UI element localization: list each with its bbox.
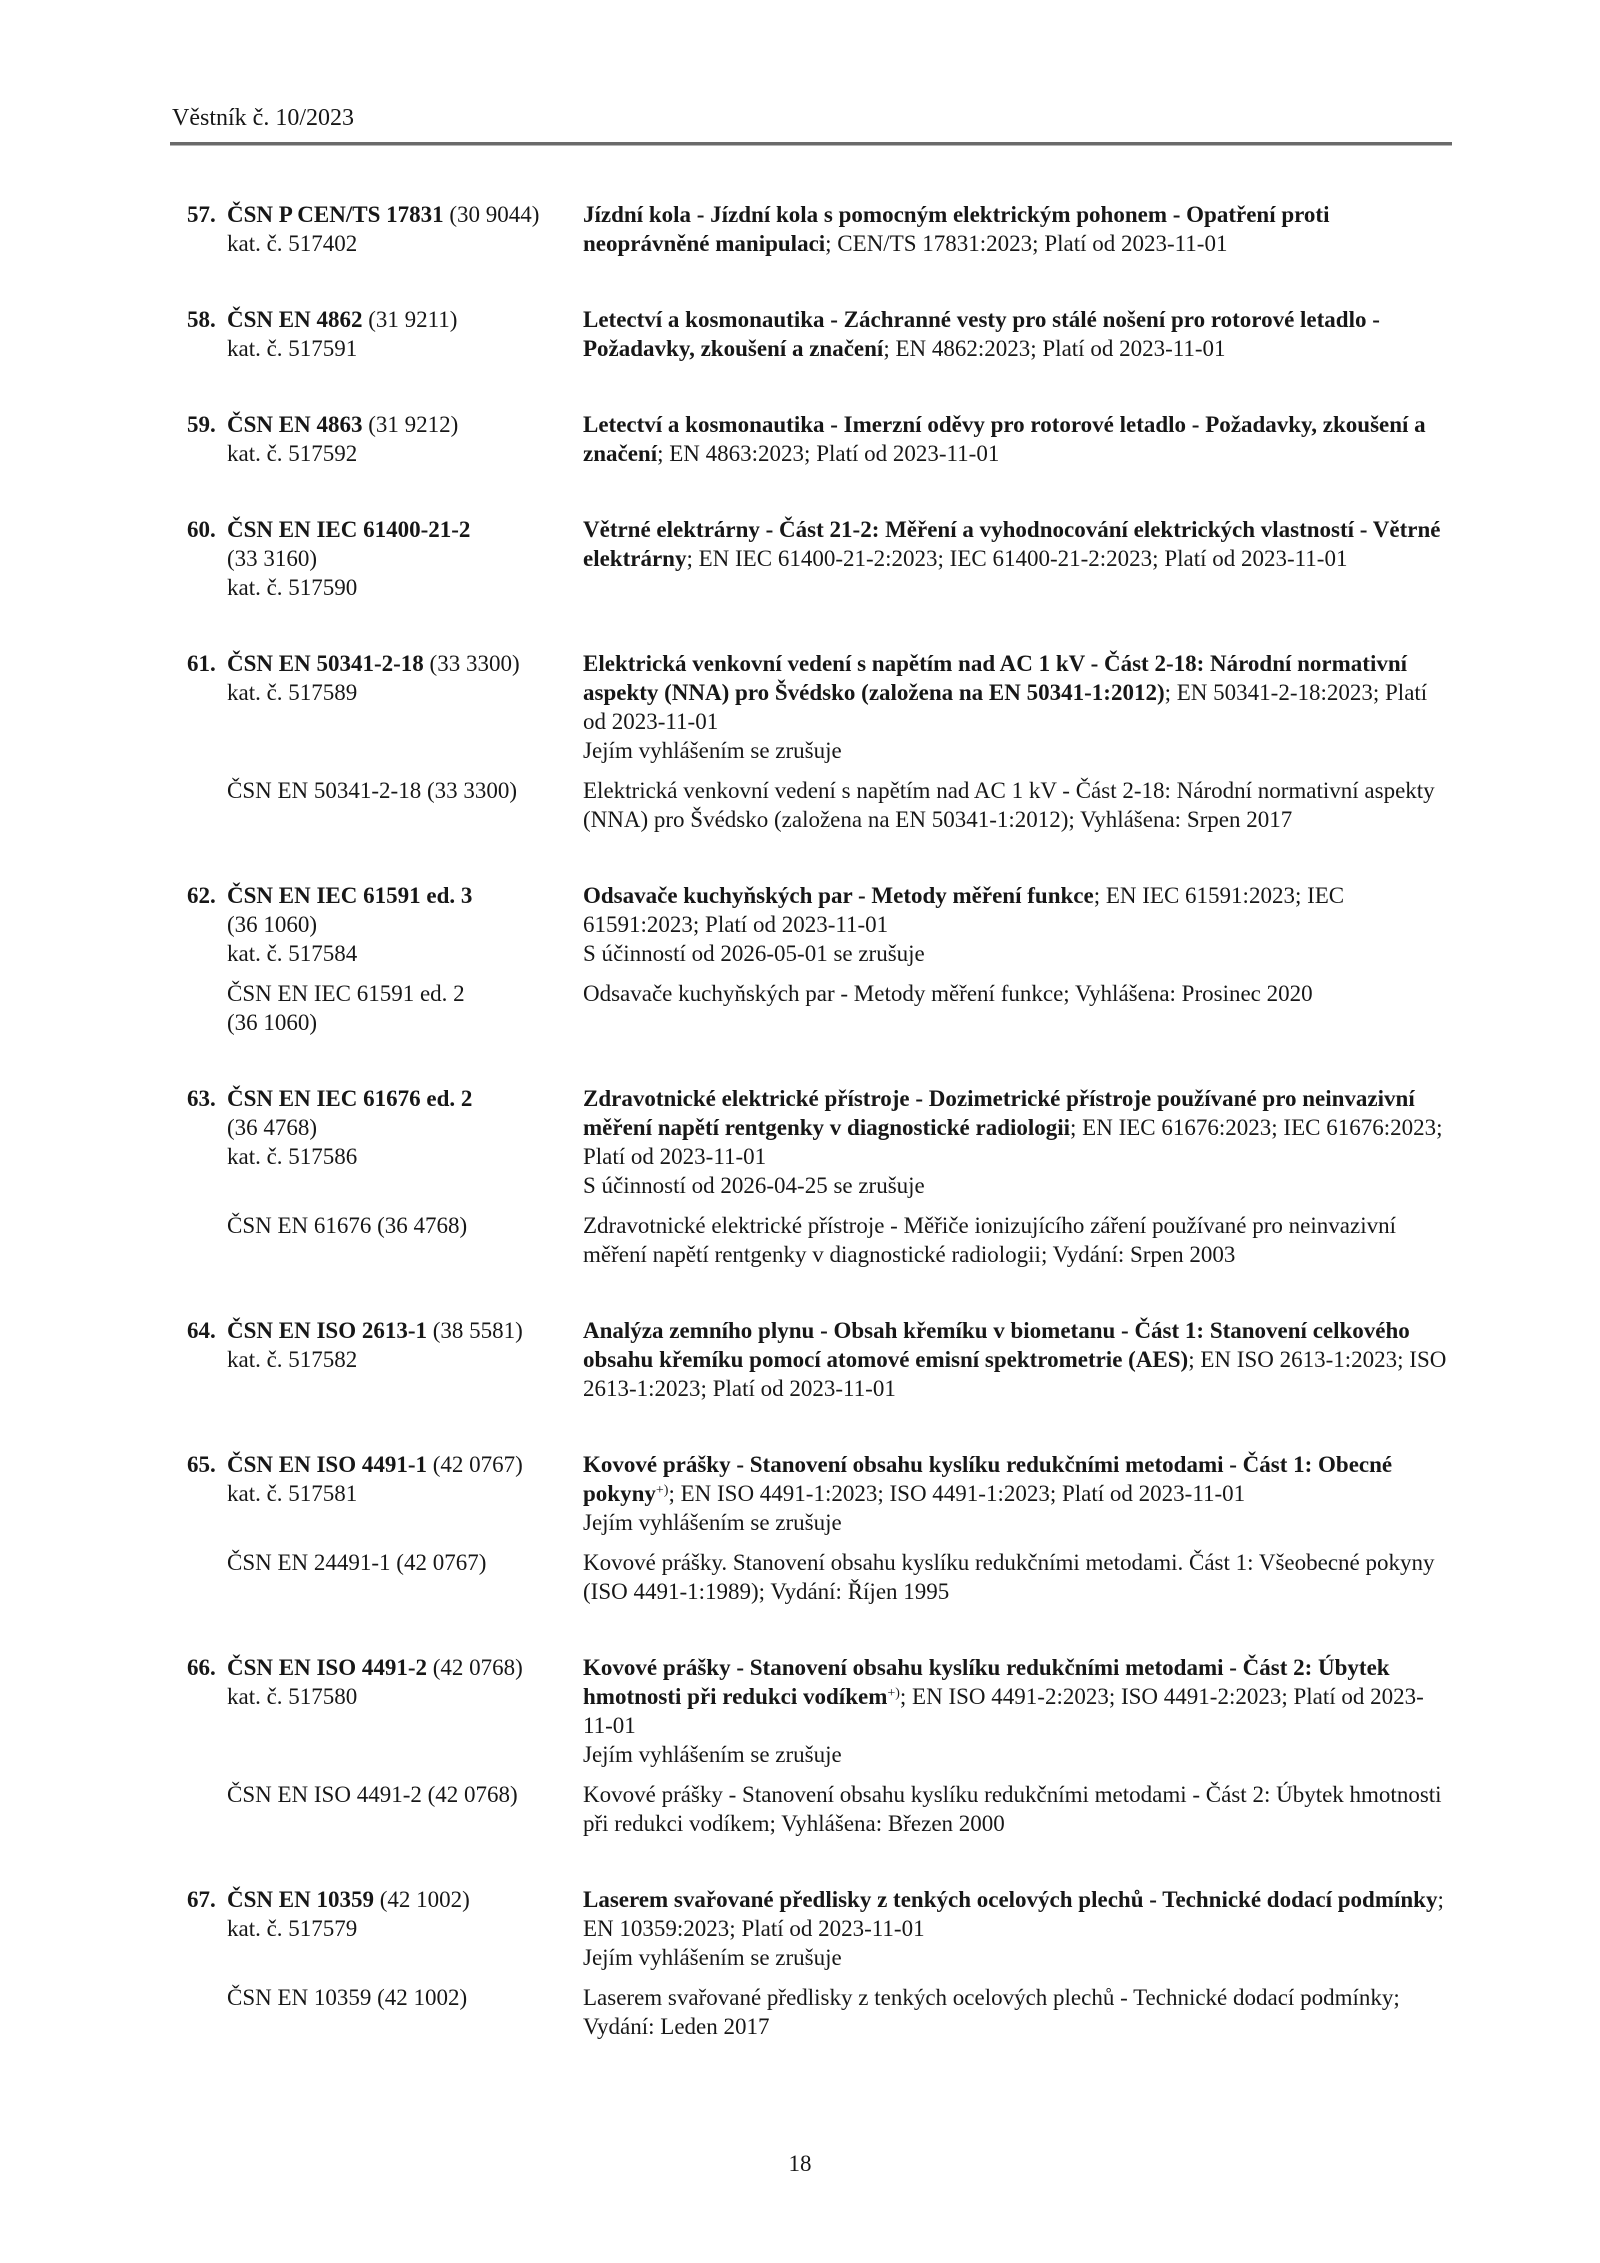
text-segment: ; EN 4863:2023; Platí od 2023-11-01 — [657, 441, 1000, 466]
replaced-reference — [227, 1548, 583, 1577]
description-paragraph — [583, 776, 1450, 834]
text-segment: kat. č. 517582 — [227, 1347, 358, 1372]
text-segment: ; EN ISO 4491-1:2023; ISO 4491-1:2023; Platí od 2023-11-01 — [668, 1481, 1246, 1506]
text-segment: ; EN IEC 61676:2023; IEC 61676:2023; Platí od 2023-11-01 — [583, 1115, 1443, 1169]
standards-list — [187, 200, 1450, 2041]
entry-number: 63. — [187, 1086, 216, 1111]
reference-line — [227, 573, 565, 602]
text-segment: (42 0768) — [427, 1655, 523, 1680]
description-paragraph — [583, 1943, 1450, 1972]
header-rule — [170, 142, 1452, 146]
reference-line — [227, 439, 565, 468]
replaced-reference — [227, 1983, 583, 2012]
entry-reference — [227, 515, 583, 602]
text-segment: (33 3160) — [227, 546, 318, 571]
text-segment: (30 9044) — [443, 202, 540, 227]
entry-description — [583, 305, 1450, 363]
entry-number: 62. — [187, 883, 216, 908]
text-segment: Analýza zemního plynu - Obsah křemíku v biometanu - Část 1: Stanovení celkového obsahu křemíku pomocí atomové emisní spektrometrie (AES) — [583, 1318, 1410, 1372]
text-segment: ; EN IEC 61591:2023; IEC 61591:2023; Platí od 2023-11-01 — [583, 883, 1345, 937]
reference-line — [227, 229, 565, 258]
footnote-marker: +) — [655, 1483, 669, 1498]
text-segment: ČSN EN ISO 4491-2 (42 0768) — [227, 1782, 518, 1807]
reference-line — [227, 200, 565, 229]
text-segment: kat. č. 517591 — [227, 336, 358, 361]
reference-line — [227, 1885, 565, 1914]
reference-line — [227, 1983, 565, 2012]
text-segment: ČSN EN IEC 61676 ed. 2 — [227, 1086, 473, 1111]
description-paragraph — [583, 1740, 1450, 1769]
text-segment: ČSN EN 4862 — [227, 307, 363, 332]
standard-entry — [187, 1653, 1450, 1838]
text-segment: Jejím vyhlášením se zrušuje — [583, 738, 842, 763]
text-segment: (38 5581) — [427, 1318, 523, 1343]
standard-entry — [187, 200, 1450, 258]
standard-entry — [187, 515, 1450, 602]
text-segment: Zdravotnické elektrické přístroje - Měřiče ionizujícího záření používané pro neinvazivní měření napětí rentgenky v diagnostické radiologii; Vydání: Srpen 2003 — [583, 1213, 1396, 1267]
description-paragraph — [583, 1316, 1450, 1403]
replaced-description — [583, 1211, 1450, 1269]
text-segment: ; CEN/TS 17831:2023; Platí od 2023-11-01 — [825, 231, 1228, 256]
reference-line — [227, 410, 565, 439]
page-number: 18 — [788, 2151, 812, 2176]
text-segment: Letectví a kosmonautika - Záchranné vesty pro stálé nošení pro rotorové letadlo - Požadavky, zkoušení a značení — [583, 307, 1380, 361]
text-segment: ČSN EN 4863 — [227, 412, 363, 437]
text-segment: Jízdní kola - Jízdní kola s pomocným elektrickým pohonem - Opatření proti neoprávněné manipulaci — [583, 202, 1330, 256]
entry-number: 60. — [187, 517, 216, 542]
description-paragraph — [583, 736, 1450, 765]
entry-number: 65. — [187, 1452, 216, 1477]
reference-line — [227, 1345, 565, 1374]
text-segment: Elektrická venkovní vedení s napětím nad AC 1 kV - Část 2-18: Národní normativní aspekty (NNA) pro Švédsko (založena na EN 50341-1:2012); Vyhlášena: Srpen 2017 — [583, 778, 1435, 832]
standard-entry — [187, 1316, 1450, 1403]
replaced-reference — [227, 776, 583, 805]
text-segment: ČSN EN 61676 (36 4768) — [227, 1213, 468, 1238]
text-segment: kat. č. 517590 — [227, 575, 358, 600]
entry-description — [583, 649, 1450, 765]
text-segment: Kovové prášky - Stanovení obsahu kyslíku redukčními metodami - Část 2: Úbytek hmotnosti při redukci vodíkem; Vyhlášena: Březen 2000 — [583, 1782, 1442, 1836]
reference-line — [227, 1682, 565, 1711]
text-segment: (31 9212) — [362, 412, 459, 437]
standard-entry — [187, 1450, 1450, 1606]
footnote-marker: +) — [887, 1686, 900, 1701]
reference-line — [227, 1450, 565, 1479]
text-segment: (33 3300) — [423, 651, 520, 676]
replaced-description — [583, 776, 1450, 834]
reference-line — [227, 1653, 565, 1682]
text-segment: ; EN 50341-2-18:2023; Platí od 2023-11-01 — [583, 680, 1428, 734]
standard-entry — [187, 1885, 1450, 2041]
text-segment: ČSN EN 50341-2-18 — [227, 651, 424, 676]
entry-description — [583, 200, 1450, 258]
replaced-description — [583, 1983, 1450, 2041]
replaced-reference — [227, 1211, 583, 1240]
entry-reference — [227, 1316, 583, 1374]
text-segment: ČSN EN 10359 (42 1002) — [227, 1985, 468, 2010]
description-paragraph — [583, 1508, 1450, 1537]
text-segment: ČSN EN IEC 61400-21-2 — [227, 517, 471, 542]
description-paragraph — [583, 979, 1450, 1008]
text-segment: ; EN 10359:2023; Platí od 2023-11-01 — [583, 1887, 1444, 1941]
text-segment: (31 9211) — [362, 307, 458, 332]
entry-description — [583, 1653, 1450, 1769]
text-segment: ČSN EN 24491-1 (42 0767) — [227, 1550, 487, 1575]
text-segment: Kovové prášky - Stanovení obsahu kyslíku redukčními metodami - Část 1: Obecné pokyny — [583, 1452, 1393, 1506]
text-segment: Jejím vyhlášením se zrušuje — [583, 1510, 842, 1535]
reference-line — [227, 1316, 565, 1345]
text-segment: Jejím vyhlášením se zrušuje — [583, 1945, 842, 1970]
replaced-description — [583, 1548, 1450, 1606]
description-paragraph — [583, 1983, 1450, 2041]
entry-reference — [227, 410, 583, 468]
text-segment: Větrné elektrárny - Část 21-2: Měření a vyhodnocování elektrických vlastností - Větrné elektrárny — [583, 517, 1441, 571]
text-segment: Odsavače kuchyňských par - Metody měření funkce; Vyhlášena: Prosinec 2020 — [583, 981, 1313, 1006]
text-segment: (36 1060) — [227, 1010, 318, 1035]
text-segment: kat. č. 517581 — [227, 1481, 358, 1506]
text-segment: ; EN 4862:2023; Platí od 2023-11-01 — [883, 336, 1226, 361]
description-paragraph — [583, 410, 1450, 468]
text-segment: kat. č. 517402 — [227, 231, 358, 256]
entry-reference — [227, 1885, 583, 1943]
description-paragraph — [583, 1653, 1450, 1740]
page-header-title: Věstník č. 10/2023 — [172, 105, 354, 131]
entry-reference — [227, 881, 583, 968]
entry-description — [583, 1450, 1450, 1537]
text-segment: Laserem svařované předlisky z tenkých ocelových plechů - Technické dodací podmínky — [583, 1887, 1438, 1912]
reference-line — [227, 979, 565, 1008]
text-segment: ; EN IEC 61400-21-2:2023; IEC 61400-21-2:2023; Platí od 2023-11-01 — [686, 546, 1348, 571]
entry-number: 66. — [187, 1655, 216, 1680]
entry-description — [583, 515, 1450, 573]
text-segment: ČSN EN 10359 — [227, 1887, 374, 1912]
text-segment: (36 1060) — [227, 912, 318, 937]
standard-entry — [187, 410, 1450, 468]
entry-reference — [227, 1084, 583, 1171]
reference-line — [227, 776, 565, 805]
entry-number: 58. — [187, 307, 216, 332]
replaced-description — [583, 979, 1450, 1008]
entry-number: 61. — [187, 651, 216, 676]
text-segment: Odsavače kuchyňských par - Metody měření funkce — [583, 883, 1094, 908]
entry-description — [583, 410, 1450, 468]
standard-entry — [187, 649, 1450, 834]
text-segment: Jejím vyhlášením se zrušuje — [583, 1742, 842, 1767]
entry-reference — [227, 200, 583, 258]
description-paragraph — [583, 200, 1450, 258]
description-paragraph — [583, 305, 1450, 363]
text-segment: (42 1002) — [373, 1887, 470, 1912]
reference-line — [227, 1780, 565, 1809]
text-segment: Kovové prášky - Stanovení obsahu kyslíku redukčními metodami - Část 2: Úbytek hmotnosti při redukci vodíkem — [583, 1655, 1390, 1709]
text-segment: Elektrická venkovní vedení s napětím nad AC 1 kV - Část 2-18: Národní normativní aspekty (NNA) pro Švédsko (založena na EN 50341-1:2012) — [583, 651, 1408, 705]
reference-line — [227, 1479, 565, 1508]
standard-entry — [187, 881, 1450, 1037]
reference-line — [227, 334, 565, 363]
text-segment: ČSN EN ISO 4491-1 — [227, 1452, 428, 1477]
replaced-reference — [227, 1780, 583, 1809]
text-segment: ČSN EN IEC 61591 ed. 2 — [227, 981, 465, 1006]
reference-line — [227, 1113, 565, 1142]
text-segment: kat. č. 517584 — [227, 941, 358, 966]
standard-entry — [187, 1084, 1450, 1269]
text-segment: kat. č. 517586 — [227, 1144, 358, 1169]
text-segment: Kovové prášky. Stanovení obsahu kyslíku redukčními metodami. Část 1: Všeobecné pokyny (ISO 4491-1:1989); Vydání: Říjen 1995 — [583, 1550, 1435, 1604]
text-segment: ; EN ISO 2613-1:2023; ISO 2613-1:2023; Platí od 2023-11-01 — [583, 1347, 1447, 1401]
reference-line — [227, 515, 565, 544]
reference-line — [227, 939, 565, 968]
text-segment: S účinností od 2026-04-25 se zrušuje — [583, 1173, 925, 1198]
replaced-reference — [227, 979, 583, 1037]
text-segment: kat. č. 517580 — [227, 1684, 358, 1709]
text-segment: kat. č. 517579 — [227, 1916, 358, 1941]
description-paragraph — [583, 649, 1450, 736]
reference-line — [227, 305, 565, 334]
text-segment: Laserem svařované předlisky z tenkých ocelových plechů - Technické dodací podmínky; Vydání: Leden 2017 — [583, 1985, 1400, 2039]
text-segment: (42 0767) — [427, 1452, 523, 1477]
text-segment: kat. č. 517589 — [227, 680, 358, 705]
entry-number: 67. — [187, 1887, 216, 1912]
entry-description — [583, 1316, 1450, 1403]
entry-reference — [227, 1450, 583, 1508]
text-segment: ČSN EN IEC 61591 ed. 3 — [227, 883, 473, 908]
entry-description — [583, 1885, 1450, 1972]
text-segment: ČSN EN ISO 2613-1 — [227, 1318, 428, 1343]
description-paragraph — [583, 1780, 1450, 1838]
text-segment: Zdravotnické elektrické přístroje - Dozimetrické přístroje používané pro neinvazivní měření napětí rentgenky v diagnostické radiologii — [583, 1086, 1415, 1140]
reference-line — [227, 1008, 565, 1037]
description-paragraph — [583, 1450, 1450, 1508]
text-segment: Letectví a kosmonautika - Imerzní oděvy pro rotorové letadlo - Požadavky, zkoušení a značení — [583, 412, 1426, 466]
entry-number: 59. — [187, 412, 216, 437]
reference-line — [227, 544, 565, 573]
entry-reference — [227, 305, 583, 363]
description-paragraph — [583, 1171, 1450, 1200]
description-paragraph — [583, 881, 1450, 939]
entry-description — [583, 1084, 1450, 1200]
description-paragraph — [583, 1548, 1450, 1606]
reference-line — [227, 649, 565, 678]
description-paragraph — [583, 1885, 1450, 1943]
entry-number: 57. — [187, 202, 216, 227]
description-paragraph — [583, 1084, 1450, 1171]
reference-line — [227, 910, 565, 939]
description-paragraph — [583, 939, 1450, 968]
entry-description — [583, 881, 1450, 968]
text-segment: ČSN EN ISO 4491-2 — [227, 1655, 428, 1680]
description-paragraph — [583, 1211, 1450, 1269]
description-paragraph — [583, 515, 1450, 573]
reference-line — [227, 1548, 565, 1577]
entry-reference — [227, 1653, 583, 1711]
reference-line — [227, 881, 565, 910]
reference-line — [227, 1914, 565, 1943]
reference-line — [227, 1084, 565, 1113]
replaced-description — [583, 1780, 1450, 1838]
text-segment: ; EN ISO 4491-2:2023; ISO 4491-2:2023; Platí od 2023-11-01 — [583, 1684, 1424, 1738]
reference-line — [227, 1211, 565, 1240]
text-segment: kat. č. 517592 — [227, 441, 358, 466]
standard-entry — [187, 305, 1450, 363]
text-segment: (36 4768) — [227, 1115, 318, 1140]
reference-line — [227, 1142, 565, 1171]
text-segment: ČSN EN 50341-2-18 (33 3300) — [227, 778, 518, 803]
entry-reference — [227, 649, 583, 707]
reference-line — [227, 678, 565, 707]
entry-number: 64. — [187, 1318, 216, 1343]
text-segment: S účinností od 2026-05-01 se zrušuje — [583, 941, 925, 966]
text-segment: ČSN P CEN/TS 17831 — [227, 202, 444, 227]
